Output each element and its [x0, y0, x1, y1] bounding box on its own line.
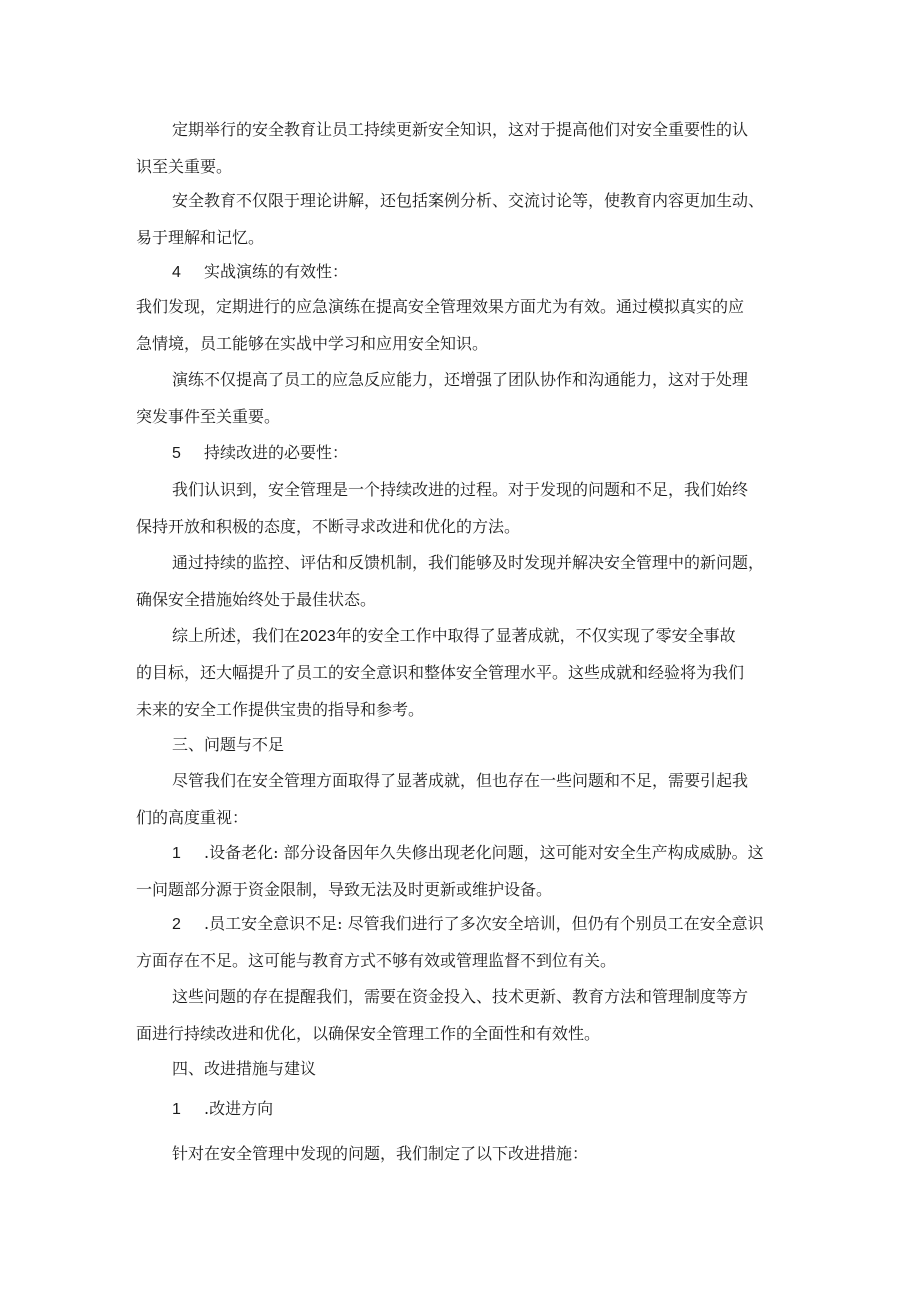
text-line	[136, 905, 788, 942]
text-line: 识至关重要。	[136, 157, 233, 176]
text-line: 易于理解和记忆。	[136, 228, 265, 247]
paragraph-emergency-drill	[136, 288, 788, 362]
subheading-line	[136, 1090, 788, 1127]
text-line: 安全教育不仅限于理论讲解，还包括案例分析、交流讨论等，使教育内容更加生动、	[172, 191, 765, 210]
text-line: 未来的安全工作提供宝贵的指导和参考。	[136, 700, 425, 719]
list-number: 1	[172, 845, 181, 862]
text-line: 们的高度重视：	[136, 808, 249, 827]
heading-line	[136, 434, 788, 471]
section-heading-improvements	[136, 1050, 788, 1087]
text-line: 突发事件至关重要。	[136, 407, 281, 426]
heading-line	[136, 253, 788, 290]
text-line: 尽管我们在安全管理方面取得了显著成就，但也存在一些问题和不足，需要引起我	[172, 771, 749, 790]
text-line: 保持开放和积极的态度，不断寻求改进和优化的方法。	[136, 517, 521, 536]
list-text: .设备老化: 部分设备因年久失修出现老化问题，这可能对安全生产构成威胁。这	[204, 843, 764, 862]
paragraph-safety-education	[136, 111, 788, 185]
text-line: 的目标，还大幅提升了员工的安全意识和整体安全管理水平。这些成就和经验将为我们	[136, 663, 745, 682]
heading-continuous-improvement	[136, 434, 788, 471]
section-heading-problems	[136, 726, 788, 763]
paragraph-drill-benefits	[136, 361, 788, 435]
text-line: 这些问题的存在提醒我们，需要在资金投入、技术更新、教育方法和管理制度等方	[172, 987, 749, 1006]
section-title: 三、问题与不足	[172, 735, 285, 754]
subheading-text: .改进方向	[204, 1099, 274, 1118]
text-line: 演练不仅提高了员工的应急反应能力，还增强了团队协作和沟通能力，这对于处理	[172, 370, 749, 389]
text-line: 我们发现，定期进行的应急演练在提高安全管理效果方面尤为有效。通过模拟真实的应	[136, 297, 745, 316]
heading-text: 实战演练的有效性：	[204, 262, 349, 281]
paragraph-measures-intro	[136, 1135, 788, 1172]
text-line: 确保安全措施始终处于最佳状态。	[136, 590, 377, 609]
text-line	[136, 617, 788, 654]
text-line: 一问题部分源于资金限制，导致无法及时更新或维护设备。	[136, 880, 553, 899]
list-text: .员工安全意识不足: 尽管我们进行了多次安全培训，但仍有个别员工在安全意识	[204, 914, 764, 933]
paragraph-summary	[136, 617, 788, 728]
paragraph-education-content	[136, 182, 788, 256]
heading-drill-effectiveness	[136, 253, 788, 290]
heading-text: 持续改进的必要性：	[204, 443, 349, 462]
subheading-direction	[136, 1090, 788, 1127]
list-number: 2	[172, 916, 181, 933]
heading-number: 5	[172, 445, 181, 462]
paragraph-monitoring	[136, 544, 788, 618]
text-line: 定期举行的安全教育让员工持续更新安全知识，这对于提高他们对安全重要性的认	[172, 120, 749, 139]
text-line: 通过持续的监控、评估和反馈机制，我们能够及时发现并解决安全管理中的新问题，	[172, 553, 765, 572]
text-line: 我们认识到，安全管理是一个持续改进的过程。对于发现的问题和不足，我们始终	[172, 480, 749, 499]
list-item-awareness	[136, 905, 788, 979]
section-title: 四、改进措施与建议	[172, 1059, 317, 1078]
list-item-equipment-aging	[136, 834, 788, 908]
heading-number: 4	[172, 264, 181, 281]
text-line: 方面存在不足。这可能与教育方式不够有效或管理监督不到位有关。	[136, 951, 617, 970]
text-segment: 综上所述，我们在	[172, 626, 301, 645]
paragraph-problems-reminder	[136, 978, 788, 1052]
text-line	[136, 834, 788, 871]
text-line: 急情境，员工能够在实战中学习和应用安全知识。	[136, 334, 489, 353]
year: 2023	[300, 628, 336, 645]
text-line: 面进行持续改进和优化，以确保安全管理工作的全面性和有效性。	[136, 1024, 601, 1043]
subheading-number: 1	[172, 1101, 181, 1118]
paragraph-improvement-process	[136, 471, 788, 545]
text-line: 针对在安全管理中发现的问题，我们制定了以下改进措施：	[172, 1144, 589, 1163]
paragraph-problems-intro	[136, 762, 788, 836]
text-segment: 年的安全工作中取得了显著成就，不仅实现了零安全事故	[335, 626, 736, 645]
